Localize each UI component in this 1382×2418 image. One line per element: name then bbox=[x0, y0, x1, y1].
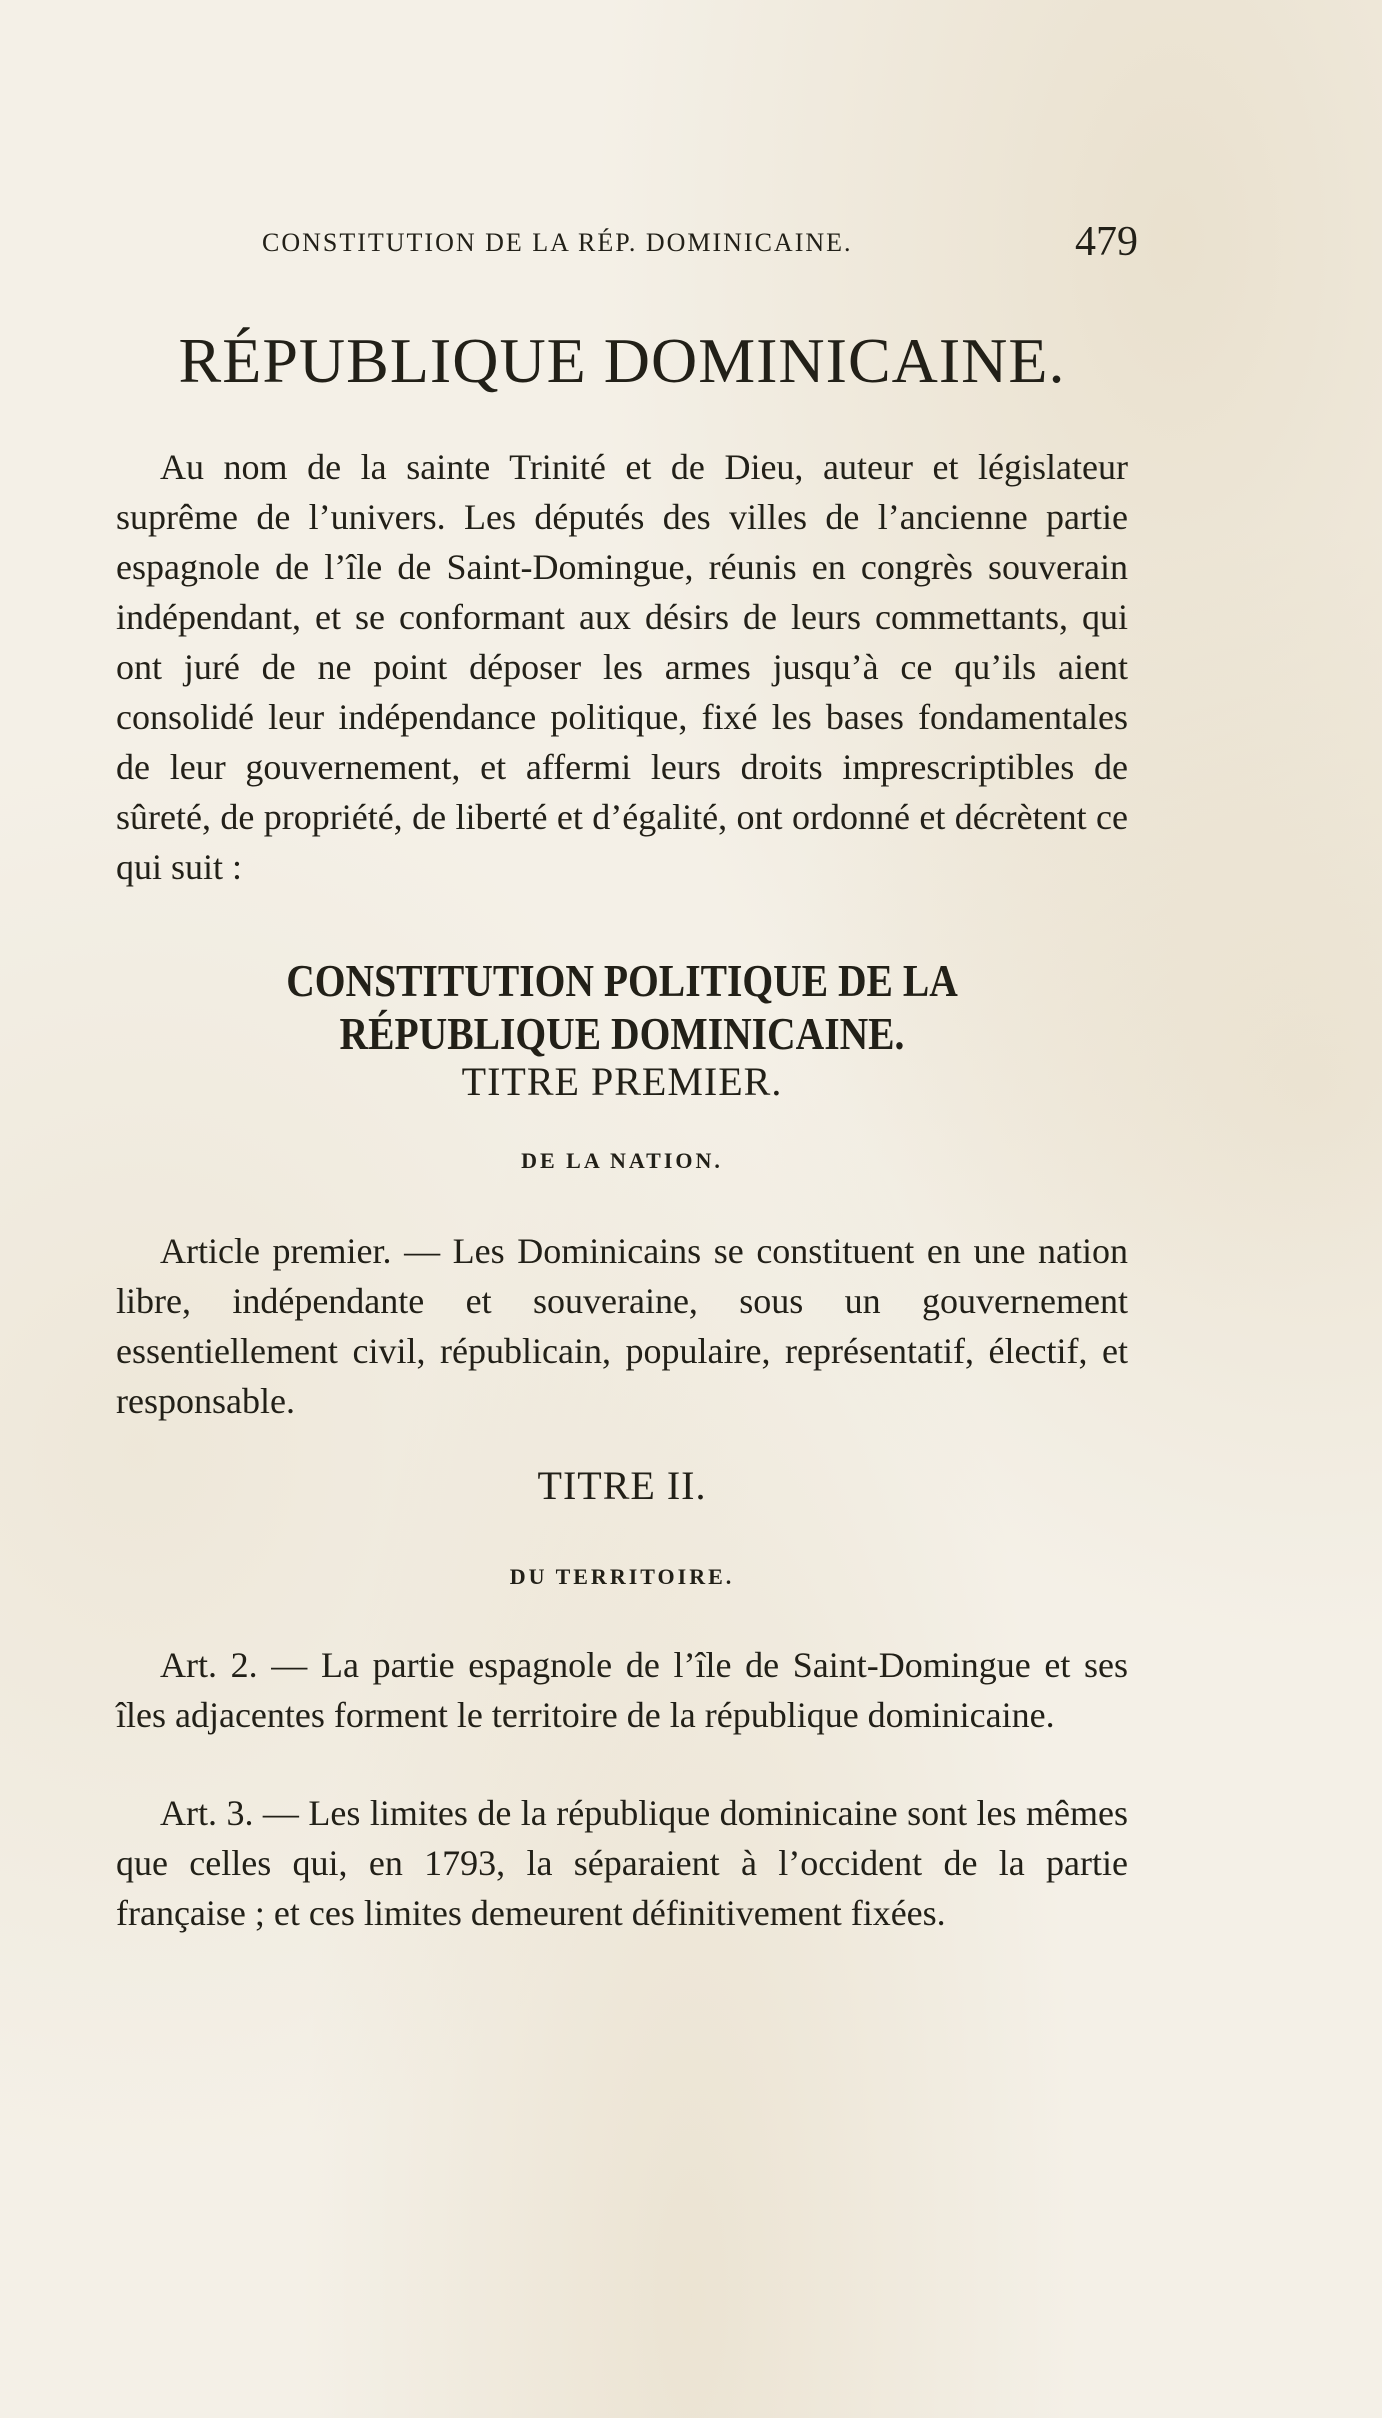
constitution-heading: CONSTITUTION POLITIQUE DE LA RÉPUBLIQUE DOMINICAINE. bbox=[286, 955, 958, 1059]
preamble-paragraph: Au nom de la sainte Trinité et de Dieu, auteur et législateur suprême de l’univers. Les députés des villes de l’ancienne partie espagnole de l’île de Saint-Domingue, réunis en congrès souverain indépendant, et se conformant aux désirs de leurs commettants, qui ont juré de ne point déposer les armes jusqu’à ce qu’ils aient consolidé leur indépendance politique, fixé les bases fondamentales de leur gouvernement, et affermi leurs droits imprescriptibles de sûreté, de propriété, de liberté et d’égalité, ont ordonné et décrètent ce qui suit : bbox=[116, 447, 1128, 887]
running-title: CONSTITUTION DE LA RÉP. DOMINICAINE. bbox=[262, 228, 853, 257]
document-title: RÉPUBLIQUE DOMINICAINE. bbox=[178, 325, 1066, 396]
article-2: Art. 2. — La partie espagnole de l’île de Saint-Domingue et ses îles adjacentes forment le territoire de la république dominicaine. bbox=[116, 1645, 1128, 1735]
titre-ii-heading: TITRE II. bbox=[537, 1463, 707, 1508]
du-territoire-subheading: DU TERRITOIRE. bbox=[509, 1564, 735, 1589]
article-premier: Article premier. — Les Dominicains se constituent en une nation libre, indépendante et souveraine, sous un gouvernement essentiellement civil, républicain, populaire, représentatif, électif, et responsable. bbox=[116, 1231, 1128, 1421]
page-number: 479 bbox=[1075, 219, 1138, 265]
running-head bbox=[262, 219, 1138, 268]
titre-premier-heading: TITRE PREMIER. bbox=[461, 1059, 783, 1104]
article-3: Art. 3. — Les limites de la république dominicaine sont les mêmes que celles qui, en 1793, la séparaient à l’occident de la partie française ; et ces limites demeurent définitivement fixées. bbox=[116, 1793, 1128, 1933]
de-la-nation-subheading: DE LA NATION. bbox=[521, 1148, 723, 1173]
